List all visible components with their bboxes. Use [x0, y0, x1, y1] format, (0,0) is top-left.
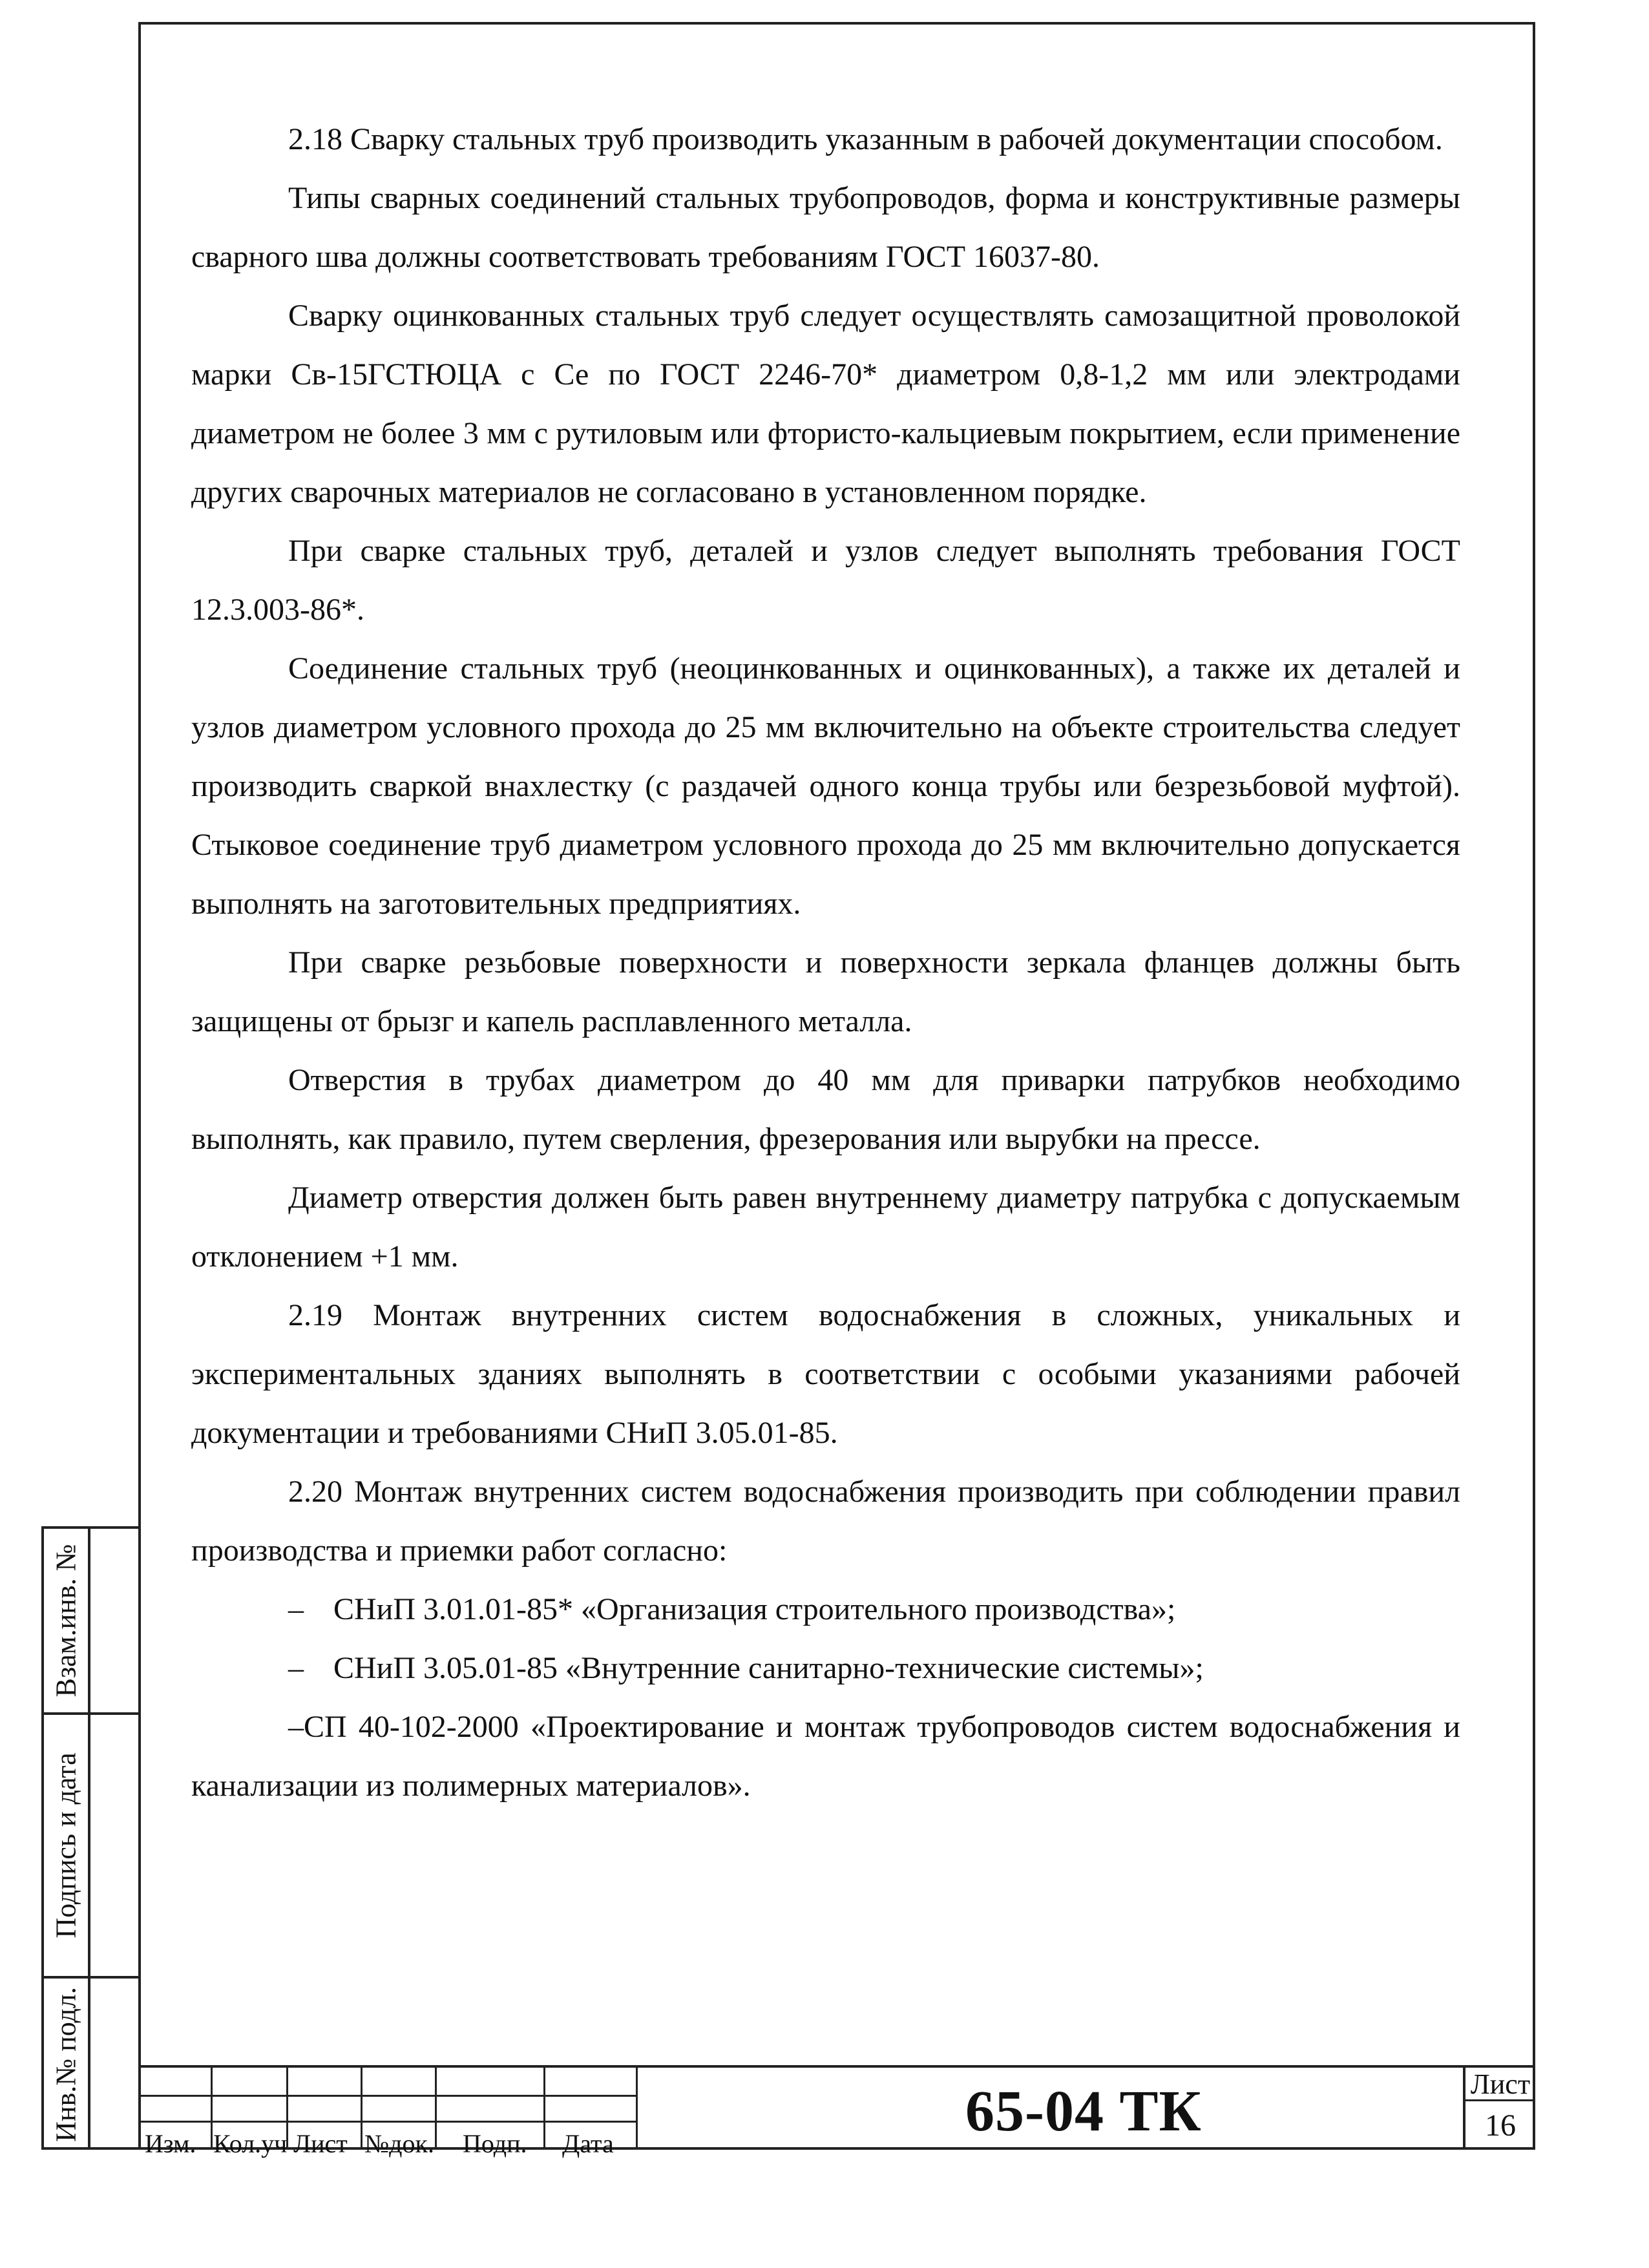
paragraph-2-20: 2.20 Монтаж внутренних систем водоснабжения производить при соблюдении правил производства и приемки работ согласно:: [191, 1475, 1460, 1568]
document-code: 65-04 ТК: [965, 2079, 1202, 2143]
revision-grid: [138, 2068, 636, 2158]
list-item: [191, 1697, 1460, 1815]
sheet-number: 16: [1485, 2108, 1516, 2143]
list-item-text: СП 40-102-2000 «Проектирование и монтаж трубопроводов систем водоснабжения и канализации из полимерных материалов».: [191, 1710, 1460, 1803]
col-label-list: Лист: [293, 2129, 348, 2158]
list-bullet: –: [288, 1651, 304, 1685]
col-label-data: Дата: [562, 2129, 614, 2158]
side-label-zam-inv: Взам.инв. №: [50, 1544, 82, 1697]
side-label-inv-podl: Инв.№ подл.: [50, 1986, 82, 2142]
sheet-label: Лист: [1465, 2068, 1535, 2101]
paragraph-2-18: 2.18 Сварку стальных труб производить указанным в рабочей документации способом.: [288, 122, 1443, 156]
col-label-kol-uch: Кол.уч: [213, 2129, 288, 2158]
list-bullet: –: [288, 1710, 304, 1744]
side-cell-zam-inv: [44, 1529, 138, 1715]
list-item-text: СНиП 3.05.01-85 «Внутренние санитарно-технические системы»;: [333, 1651, 1204, 1685]
side-label-podpis-data: Подпись и дата: [50, 1752, 82, 1938]
paragraph-weld-types: Типы сварных соединений стальных трубопроводов, форма и конструктивные размеры сварного шва должны соответствовать требованиям ГОСТ 16037-80.: [191, 181, 1460, 274]
paragraph-thread-protection: При сварке резьбовые поверхности и поверхности зеркала фланцев должны быть защищены от брызг и капель расплавленного металла.: [191, 945, 1460, 1038]
list-item: [191, 1639, 1460, 1697]
document-body: [191, 110, 1460, 1815]
side-cell-podpis: [44, 1715, 138, 1979]
paragraph-hole-diameter: Диаметр отверстия должен быть равен внутреннему диаметру патрубка с допускаемым отклонением +1 мм.: [191, 1181, 1460, 1274]
sheet-box: [1463, 2068, 1535, 2150]
paragraph-galvanized-welding: Сварку оцинкованных стальных труб следует осуществлять самозащитной проволокой марки Св-15ГСТЮЦА с Се по ГОСТ 2246-70* диаметром 0,8-1,2 мм или электродами диаметром не более 3 мм с рутиловым или фтористо-кальциевым покрытием, если применение других сварочных материалов не согласовано в установленном порядке.: [191, 299, 1460, 509]
paragraph-holes: Отверстия в трубах диаметром до 40 мм для приварки патрубков необходимо выполнять, как правило, путем сверления, фрезерования или вырубки на прессе.: [191, 1063, 1460, 1156]
paragraph-pipe-connection: Соединение стальных труб (неоцинкованных и оцинкованных), а также их деталей и узлов диаметром условного прохода до 25 мм включительно на объекте строительства следует производить сваркой внахлестку (с раздачей одного конца трубы или безрезьбовой муфтой). Стыковое соединение труб диаметром условного прохода до 25 мм включительно допускается выполнять на заготовительных предприятиях.: [191, 651, 1460, 921]
col-label-izm: Изм.: [145, 2129, 196, 2158]
paragraph-2-19: 2.19 Монтаж внутренних систем водоснабжения в сложных, уникальных и экспериментальных зданиях выполнять в соответствии с особыми указаниями рабочей документации и требованиями СНиП 3.05.01-85.: [191, 1298, 1460, 1450]
list-item-text: СНиП 3.01.01-85* «Организация строительного производства»;: [333, 1592, 1176, 1626]
col-label-podp: Подп.: [463, 2129, 527, 2158]
side-stamp: [41, 1526, 138, 2150]
list-bullet: –: [288, 1592, 304, 1626]
title-block: [138, 2065, 1535, 2158]
list-item: [191, 1580, 1460, 1639]
paragraph-gost-requirements: При сварке стальных труб, деталей и узлов следует выполнять требования ГОСТ 12.3.003-86*.: [191, 534, 1460, 627]
side-cell-inv-podl: [44, 1979, 138, 2150]
col-label-ndok: №док.: [364, 2129, 434, 2158]
